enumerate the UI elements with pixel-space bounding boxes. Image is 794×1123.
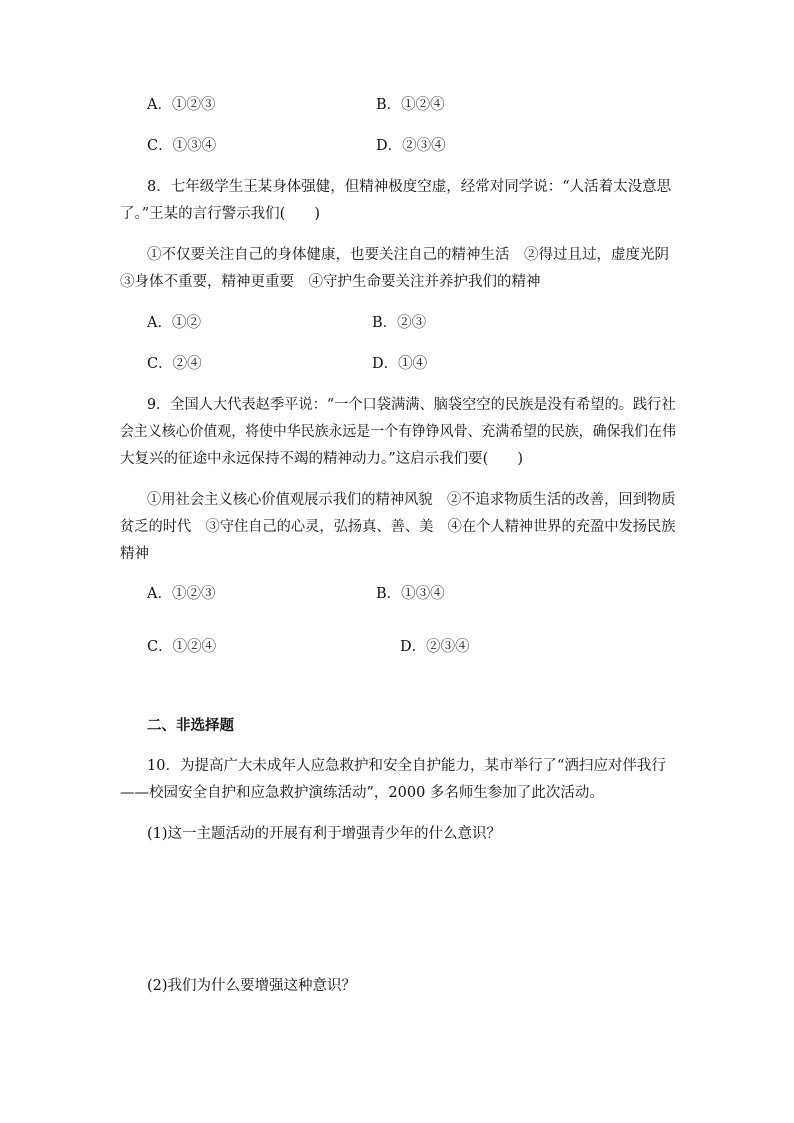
- q9-stem-line3: 大复兴的征途中永远保持不竭的精神动力。”这启示我们要( ): [120, 451, 523, 467]
- q8-option-b: B．②③: [372, 315, 427, 331]
- q10-stem-line1: 10．为提高广大未成年人应急救护和安全自护能力，某市举行了“洒扫应对伴我行: [147, 758, 666, 774]
- q8-stem-line1: 8．七年级学生王某身体强健，但精神极度空虚，经常对同学说：“人活着太没意思: [147, 179, 672, 195]
- q9-statements-line2: 贫乏的时代 ③守住自己的心灵，弘扬真、善、美 ④在个人精神世界的充盈中发扬民族: [120, 519, 676, 535]
- q7-option-a: A．①②③: [147, 97, 216, 113]
- q9-stem-line2: 会主义核心价值观，将使中华民族永远是一个有铮铮风骨、充满希望的民族，确保我们在伟: [120, 424, 676, 440]
- q7-option-b: B．①②④: [376, 97, 445, 113]
- q9-option-d: D．②③④: [400, 639, 470, 655]
- q9-statements-line3: 精神: [120, 546, 149, 562]
- q10-subquestion-1: (1)这一主题活动的开展有利于增强青少年的什么意识？: [147, 826, 502, 842]
- q9-statements-line1: ①用社会主义核心价值观展示我们的精神风貌 ②不追求物质生活的改善，回到物质: [147, 492, 676, 508]
- q10-subquestion-2: (2)我们为什么要增强这种意识？: [147, 978, 357, 994]
- q8-option-a: A．①②: [147, 315, 201, 331]
- q8-statements-line2: ③身体不重要，精神更重要 ④守护生命要关注并养护我们的精神: [120, 274, 541, 290]
- q9-option-b: B．①③④: [376, 586, 445, 602]
- q9-option-c: C．①②④: [147, 639, 217, 655]
- q10-stem-line2: ——校园安全自护和应急救护演练活动”，2000 多名师生参加了此次活动。: [120, 785, 604, 801]
- q9-option-a: A．①②③: [147, 586, 216, 602]
- q9-stem-line1: 9．全国人大代表赵季平说：“一个口袋满满、脑袋空空的民族是没有希望的。践行社: [147, 397, 676, 413]
- q7-option-d: D．②③④: [376, 138, 446, 154]
- section-heading: 二、非选择题: [147, 718, 234, 734]
- q8-statements-line1: ①不仅要关注自己的身体健康，也要关注自己的精神生活 ②得过且过，虚度光阴: [147, 247, 669, 263]
- q8-option-d: D．①④: [372, 356, 428, 372]
- q7-option-c: C．①③④: [147, 138, 217, 154]
- q8-option-c: C．②④: [147, 356, 202, 372]
- q8-stem-line2: 了。”王某的言行警示我们( ): [120, 206, 320, 222]
